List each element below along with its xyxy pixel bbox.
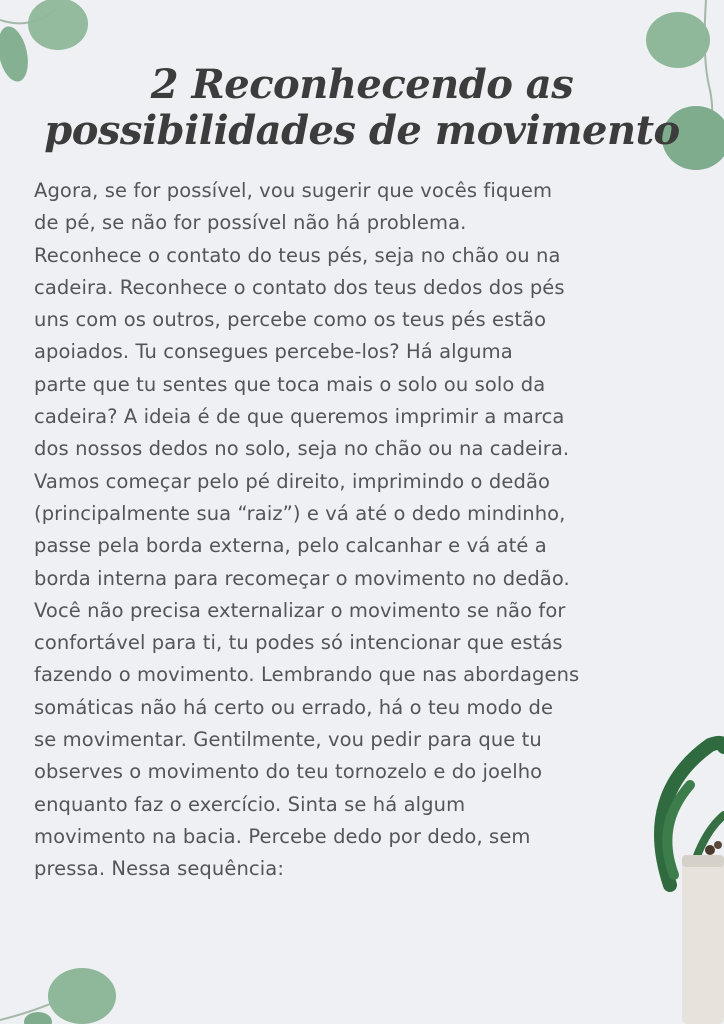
body-line: cadeira. Reconhece o contato dos teus dedos dos pés [34, 275, 565, 299]
body-line: cadeira? A ideia é de que queremos imprimir a marca [34, 405, 565, 429]
body-text [34, 175, 659, 886]
eucalyptus-leaf-bottom-left-icon [0, 960, 120, 1024]
body-line: de pé, se não for possível não há problema. [34, 211, 467, 235]
body-line: Agora, se for possível, vou sugerir que vocês fiquem [34, 179, 553, 202]
body-line: enquanto faz o exercício. Sinta se há algum [34, 792, 466, 816]
body-line: movimento na bacia. Percebe dedo por dedo, sem [34, 824, 531, 848]
body-line: se movimentar. Gentilmente, vou pedir para que tu [34, 728, 542, 752]
body-line: somáticas não há certo ou errado, há o teu modo de [34, 695, 554, 719]
title-line: possibilidades de movimento [44, 107, 680, 154]
body-line: Vamos começar pelo pé direito, imprimindo o dedão [34, 469, 551, 493]
body-line: fazendo o movimento. Lembrando que nas abordagens [34, 663, 580, 687]
body-line: parte que tu sentes que toca mais o solo ou solo da [34, 372, 546, 396]
body-line: borda interna para recomeçar o movimento no dedão. [34, 566, 570, 590]
body-line: apoiados. Tu consegues percebe-los? Há alguma [34, 340, 513, 364]
body-line: confortável para ti, tu podes só intencionar que estás [34, 631, 563, 655]
body-line: passe pela borda externa, pelo calcanhar e vá até a [34, 534, 547, 558]
body-line: uns com os outros, percebe como os teus pés estão [34, 308, 547, 332]
page-title [30, 62, 694, 154]
body-line: pressa. Nessa sequência: [34, 857, 284, 881]
body-line: Você não precisa externalizar o movimento se não for [34, 598, 566, 622]
body-line: dos nossos dedos no solo, seja no chão ou na cadeira. [34, 437, 570, 461]
body-line: Reconhece o contato do teus pés, seja no chão ou na [34, 243, 561, 267]
body-line: observes o movimento do teu tornozelo e do joelho [34, 760, 543, 784]
title-line: 2 Reconhecendo as [150, 61, 574, 108]
body-line: (principalmente sua “raiz”) e vá até o dedo mindinho, [34, 501, 566, 525]
